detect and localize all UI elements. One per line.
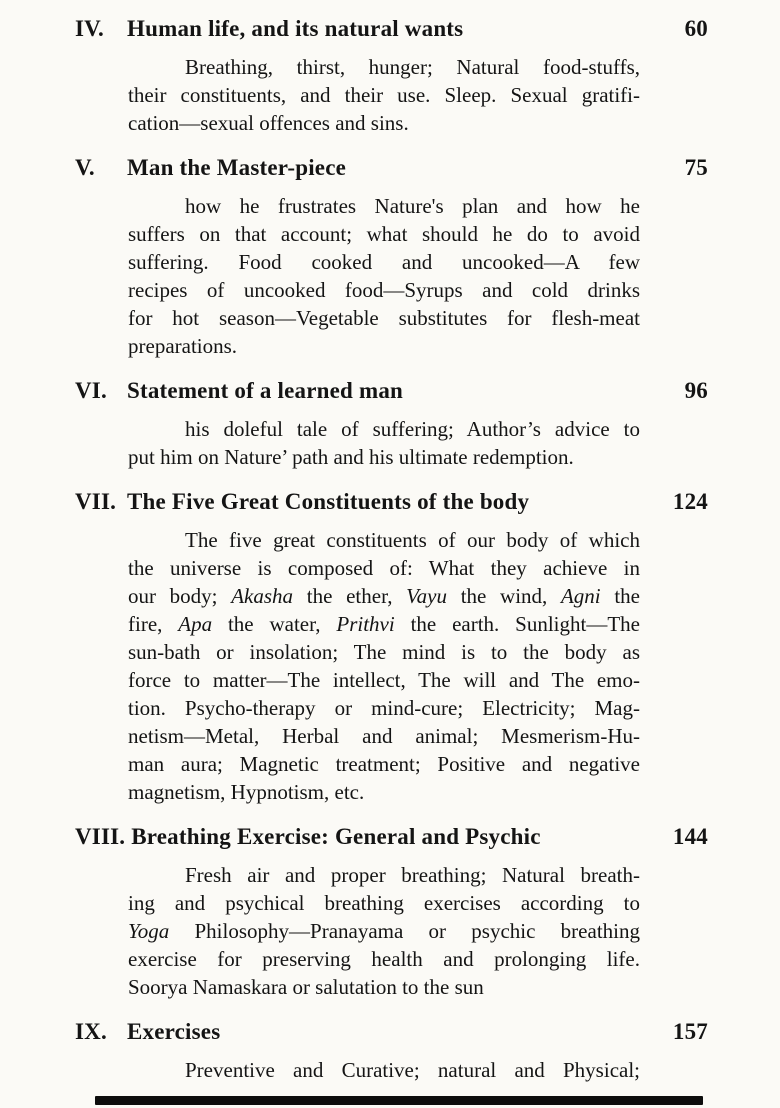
toc-item-page-number: 60 [684, 16, 708, 41]
toc-description-line [128, 945, 640, 973]
toc-item-heading [75, 487, 708, 516]
toc-description-line [128, 610, 640, 638]
toc-description-line [128, 861, 640, 889]
toc-item [75, 487, 708, 806]
text-segment: Soorya Namaskara or salutation to the sun [128, 975, 484, 999]
text-segment: Philosophy—Pranayama or psychic breathing [169, 919, 640, 943]
toc-description-line [128, 248, 640, 276]
toc-item [75, 1017, 708, 1084]
text-segment: cation—sexual offences and sins. [128, 111, 409, 135]
toc-description-line [128, 1056, 640, 1084]
text-segment: Prithvi [336, 612, 395, 636]
toc-description-line [128, 109, 640, 137]
text-segment: the water, [212, 612, 337, 636]
toc-description-line [128, 526, 640, 554]
toc-item-title: The Five Great Constituents of the body [127, 489, 530, 514]
text-segment: the ether, [293, 584, 407, 608]
toc-item-page-number: 144 [672, 824, 708, 849]
text-segment: Apa [178, 612, 213, 636]
toc-description-line [128, 304, 640, 332]
toc-item-page-number: 75 [684, 155, 708, 180]
toc-item-heading [75, 153, 708, 182]
text-segment: his doleful tale of suffering; Author’s advice to [185, 417, 640, 441]
text-segment: put him on Nature’ path and his ultimate redemption. [128, 445, 574, 469]
toc-description-line [128, 554, 640, 582]
text-segment: exercise for preserving health and prolonging life. [128, 947, 640, 971]
toc-description-line [128, 192, 640, 220]
toc-item-numeral: IV. [75, 16, 104, 41]
toc-description-line [128, 332, 640, 360]
toc-description-line [128, 778, 640, 806]
toc-item-description [128, 415, 640, 471]
text-segment: Fresh air and proper breathing; Natural breath- [185, 863, 640, 887]
toc-description-line [128, 638, 640, 666]
scan-artifact-bar [95, 1096, 703, 1105]
text-segment: our body; [128, 584, 232, 608]
toc-description-line [128, 81, 640, 109]
text-segment: suffering. Food cooked and uncooked—A few [128, 250, 640, 274]
text-segment: fire, [128, 612, 179, 636]
text-segment: sun-bath or insolation; The mind is to the body as [128, 640, 640, 664]
toc-item-numeral: V. [75, 155, 95, 180]
toc-item-page-number: 124 [672, 489, 708, 514]
text-segment: the wind, [447, 584, 561, 608]
text-segment: suffers on that account; what should he do to avoid [128, 222, 640, 246]
toc-description-line [128, 722, 640, 750]
text-segment: man aura; Magnetic treatment; Positive and negative [128, 752, 640, 776]
text-segment: ing and psychical breathing exercises according to [128, 891, 640, 915]
text-segment: netism—Metal, Herbal and animal; Mesmerism-Hu- [128, 724, 640, 748]
toc-description-line [128, 694, 640, 722]
toc-description-line [128, 415, 640, 443]
text-segment: the [600, 584, 641, 608]
text-segment: preparations. [128, 334, 238, 358]
toc-item-description [128, 192, 640, 360]
toc-item-title: Statement of a learned man [127, 378, 404, 403]
toc-item-numeral: IX. [75, 1019, 107, 1044]
toc-description-line [128, 443, 640, 471]
text-segment: recipes of uncooked food—Syrups and cold drinks [128, 278, 640, 302]
toc-description-line [128, 666, 640, 694]
toc-item-numeral: VI. [75, 378, 107, 403]
toc-item [75, 153, 708, 360]
toc-description-line [128, 220, 640, 248]
toc-description-line [128, 750, 640, 778]
toc-item-page-number: 157 [672, 1019, 708, 1044]
toc-item-numeral: VIII. [75, 824, 126, 849]
text-segment: for hot season—Vegetable substitutes for flesh-meat [128, 306, 640, 330]
toc-description-line [128, 973, 640, 1001]
text-segment: Agni [560, 584, 601, 608]
toc-item-description [128, 1056, 640, 1084]
text-segment: the earth. Sunlight—The [394, 612, 640, 636]
toc-item-heading [75, 1017, 708, 1046]
text-segment: Preventive and Curative; natural and Physical; [185, 1058, 640, 1082]
text-segment: magnetism, Hypnotism, etc. [128, 780, 365, 804]
toc-item-description [128, 861, 640, 1001]
toc-item [75, 376, 708, 471]
toc-item-title: Exercises [127, 1019, 221, 1044]
text-segment: force to matter—The intellect, The will and The emo- [128, 668, 640, 692]
toc-item-description [128, 53, 640, 137]
text-segment: tion. Psycho-therapy or mind-cure; Electricity; Mag- [128, 696, 640, 720]
toc-item [75, 14, 708, 137]
toc-item-title: Human life, and its natural wants [127, 16, 464, 41]
toc-item [75, 822, 708, 1001]
text-segment: Vayu [406, 584, 447, 608]
text-segment: Breathing, thirst, hunger; Natural food-stuffs, [185, 55, 640, 79]
toc-item-title: Breathing Exercise: General and Psychic [131, 824, 541, 849]
text-segment: the universe is composed of: What they achieve in [128, 556, 640, 580]
toc-description-line [128, 917, 640, 945]
toc-item-title: Man the Master-piece [127, 155, 347, 180]
toc-item-heading [75, 376, 708, 405]
toc-item-page-number: 96 [684, 378, 708, 403]
text-segment: The five great constituents of our body of which [185, 528, 640, 552]
text-segment: how he frustrates Nature's plan and how he [185, 194, 640, 218]
toc-description-line [128, 889, 640, 917]
text-segment: Akasha [231, 584, 294, 608]
toc-item-description [128, 526, 640, 806]
text-segment: Yoga [128, 919, 170, 943]
toc-item-heading [75, 14, 708, 43]
toc-description-line [128, 582, 640, 610]
toc-description-line [128, 276, 640, 304]
toc-item-heading [75, 822, 708, 851]
toc-description-line [128, 53, 640, 81]
text-segment: their constituents, and their use. Sleep. Sexual gratifi- [128, 83, 640, 107]
toc-item-numeral: VII. [75, 489, 117, 514]
